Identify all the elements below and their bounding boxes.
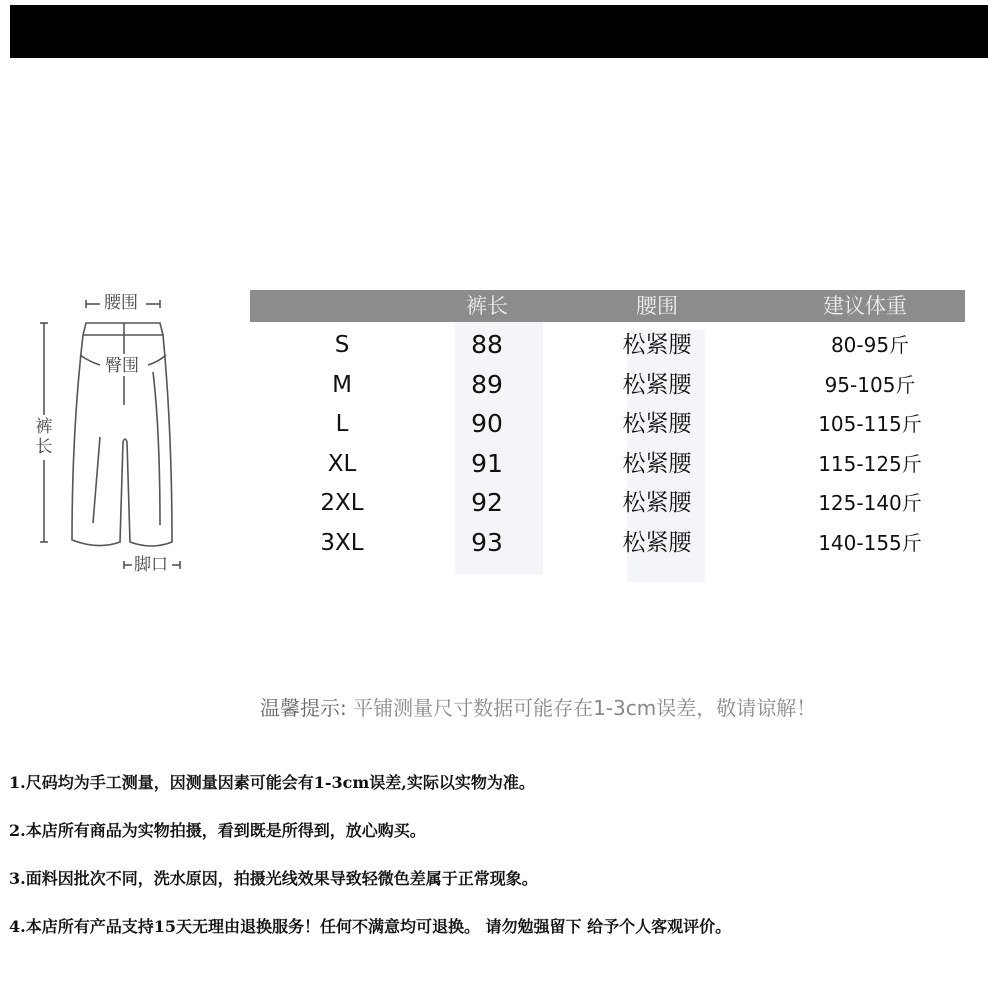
cell-length: 89	[471, 369, 503, 399]
note-4: 4.本店所有产品支持15天无理由退换服务！任何不满意均可退换。 请勿勉强留下 给予个人客观评价。	[9, 917, 732, 936]
cell-length: 90	[471, 409, 503, 439]
top-black-bar	[10, 5, 988, 58]
header-length: 裤长	[466, 294, 508, 318]
length-label-2: 长	[35, 437, 53, 457]
cell-weight: 80-95斤	[830, 333, 910, 357]
cell-weight: 140-155斤	[818, 531, 922, 555]
cell-waist: 松紧腰	[622, 371, 692, 398]
cell-waist: 松紧腰	[622, 450, 692, 477]
cell-length: 91	[471, 448, 503, 478]
cell-size: 3XL	[320, 530, 364, 556]
cell-weight: 95-105斤	[824, 372, 916, 397]
cell-length: 88	[471, 330, 503, 359]
cell-weight: 115-125斤	[818, 451, 922, 476]
pants-measurement-diagram	[0, 280, 250, 580]
cell-size: XL	[327, 450, 357, 477]
measurement-tip	[260, 692, 816, 721]
cell-size: L	[335, 411, 349, 438]
cell-length: 92	[471, 488, 503, 518]
cell-size: S	[334, 332, 350, 358]
header-waist: 腰围	[636, 294, 678, 318]
cell-weight: 105-115斤	[818, 412, 922, 437]
waist-label: 腰围	[104, 293, 138, 313]
cell-length: 93	[471, 528, 503, 557]
cell-size: M	[332, 371, 352, 398]
length-label-1: 裤	[35, 417, 53, 437]
hem-label: 脚口	[134, 555, 168, 575]
hip-label: 臀围	[105, 356, 139, 376]
size-table-header	[250, 290, 965, 322]
header-weight: 建议体重	[823, 294, 907, 318]
note-2: 2.本店所有商品为实物拍摄，看到既是所得到，放心购买。	[9, 821, 426, 840]
note-1: 1.尺码均为手工测量，因测量因素可能会有1-3cm误差,实际以实物为准。	[9, 773, 535, 792]
note-3: 3.面料因批次不同，洗水原因，拍摄光线效果导致轻微色差属于正常现象。	[9, 869, 538, 888]
cell-waist: 松紧腰	[622, 411, 692, 438]
cell-waist: 松紧腰	[622, 490, 692, 517]
cell-waist: 松紧腰	[622, 530, 692, 556]
tip-text: 平铺测量尺寸数据可能存在1-3cm误差，敬请谅解！	[353, 696, 817, 720]
cell-weight: 125-140斤	[818, 491, 922, 516]
tip-prefix: 温馨提示:	[260, 696, 347, 720]
cell-waist: 松紧腰	[622, 332, 692, 358]
cell-size: 2XL	[320, 490, 364, 517]
